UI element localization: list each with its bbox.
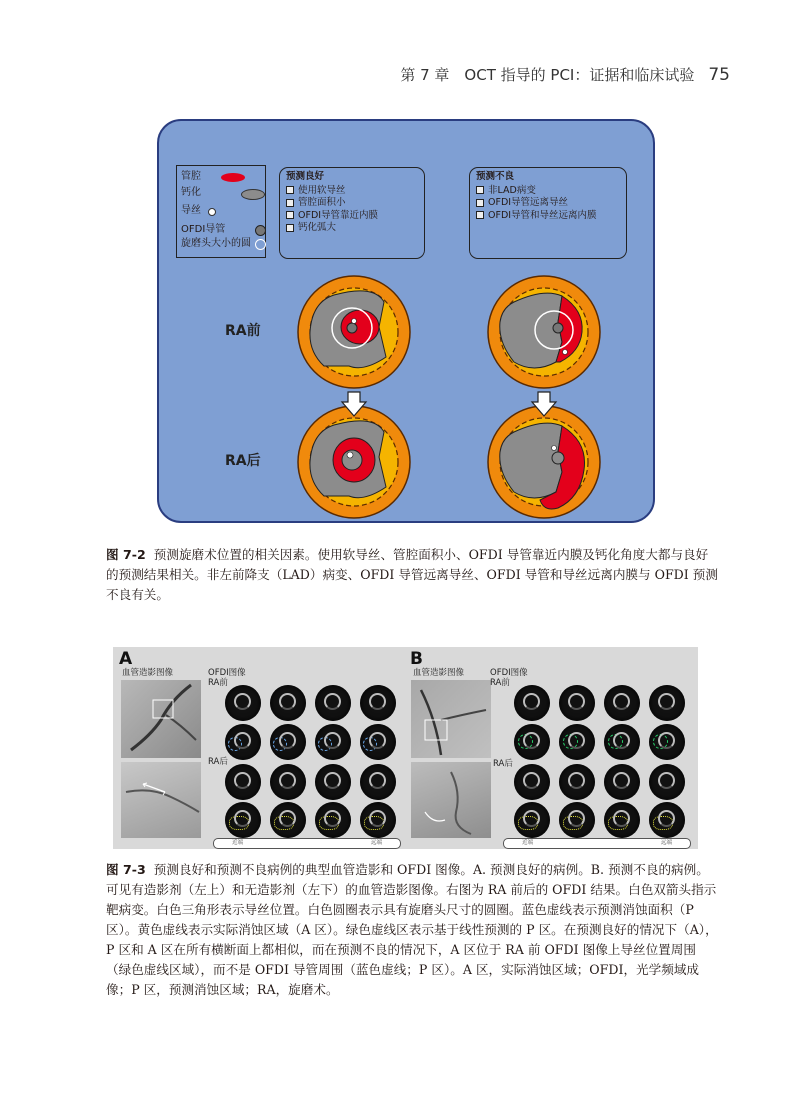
ofdi-image — [559, 802, 595, 838]
panel-a-letter: A — [119, 649, 133, 669]
ofdi-image — [225, 764, 261, 800]
poor-item: OFDI导管和导丝远离内膜 — [476, 210, 620, 223]
vessel-good-after — [298, 406, 410, 518]
axis-distal: 远端 — [370, 840, 382, 846]
panel-a-angio-label: 血管造影图像 — [122, 668, 174, 678]
ofdi-image — [225, 802, 261, 838]
legend-calcium: 钙化 — [181, 187, 201, 198]
ofdi-image — [559, 764, 595, 800]
ofdi-image — [315, 685, 351, 721]
ofdi-image — [514, 764, 550, 800]
panel-b-angiogram-no-contrast — [411, 762, 491, 838]
ofdi-image — [360, 802, 396, 838]
axis-proximal: 近端 — [522, 840, 534, 846]
legend-lumen: 管腔 — [181, 171, 201, 182]
panel-a-after-label: RA后 — [208, 757, 228, 767]
ofdi-image — [315, 724, 351, 760]
ofdi-image — [604, 724, 640, 760]
good-item: 使用软导丝 — [286, 185, 418, 198]
ofdi-image — [270, 802, 306, 838]
panel-a-angiogram-contrast — [121, 680, 201, 758]
panel-a-angiogram-no-contrast — [121, 762, 201, 838]
ofdi-image — [559, 685, 595, 721]
panel-b-angiogram-contrast — [411, 680, 491, 758]
legend-guidewire: 导丝 — [181, 205, 201, 216]
vessel-poor-before — [488, 276, 600, 388]
ofdi-image — [514, 685, 550, 721]
panel-a-before-label: RA前 — [208, 678, 228, 688]
page-number: 75 — [708, 65, 730, 85]
axis-distal: 远端 — [660, 840, 672, 846]
ofdi-image — [514, 724, 550, 760]
ofdi-image — [649, 802, 685, 838]
ofdi-image — [225, 685, 261, 721]
legend-ofdi-catheter: OFDI导管 — [181, 224, 226, 235]
caption-figure-7-2 — [106, 545, 718, 605]
caption-text: 预测良好和预测不良病例的典型血管造影和 OFDI 图像。A. 预测良好的病例。B. 预测不良的病例。可见有造影剂（左上）和无造影剂（左下）的血管造影图像。右图为 RA 前后的 OFDI 结果。白色双箭头指示靶病变。白色三角形表示导丝位置。白色圆圈表示具有旋磨头尺寸的圆圈。蓝色虚线表示预测消蚀面积（P 区）。黄色虚线表示实际消蚀区域（A 区）。绿色虚线区表示基于线性预测的 P 区。在预测良好的情况下（A），P 区和 A 区在所有横断面上都相似，而在预测不良的情况下，A 区位于 RA 前 OFDI 图像上导丝位置周围（绿色虚线区域），而不是 OFDI 导管周围（蓝色虚线；P 区）。A 区，实际消蚀区域；OFDI，光学频域成像；P 区，预测消蚀区域；RA，旋磨术。 — [106, 862, 718, 997]
poor-item: OFDI导管远离导丝 — [476, 197, 620, 210]
label-ra-after: RA后 — [225, 453, 261, 469]
figure-7-2 — [157, 119, 655, 523]
caption-label: 图 7-2 — [106, 547, 146, 562]
ofdi-image — [360, 724, 396, 760]
vessel-poor-after — [488, 406, 600, 518]
panel-b-after-label: RA后 — [493, 759, 513, 769]
ofdi-image — [559, 724, 595, 760]
ofdi-image — [315, 764, 351, 800]
good-box-title: 预测良好 — [286, 171, 325, 182]
ofdi-image — [315, 802, 351, 838]
ofdi-image — [270, 724, 306, 760]
panel-b-ofdi-label: OFDI图像 — [490, 668, 528, 678]
poor-box-title: 预测不良 — [476, 171, 515, 182]
ofdi-image — [270, 685, 306, 721]
caption-label: 图 7-3 — [106, 862, 146, 877]
legend-burr-circle: 旋磨头大小的圆 — [181, 238, 251, 249]
figure-7-3 — [113, 647, 698, 849]
chapter-title: 第 7 章 OCT 指导的 PCI：证据和临床试验 — [400, 66, 695, 84]
panel-a-ofdi-label: OFDI图像 — [208, 668, 246, 678]
good-item: OFDI导管靠近内膜 — [286, 210, 418, 223]
ofdi-image — [514, 802, 550, 838]
panel-b-letter: B — [410, 649, 423, 669]
panel-b-angio-label: 血管造影图像 — [413, 668, 465, 678]
caption-text: 预测旋磨术位置的相关因素。使用软导丝、管腔面积小、OFDI 导管靠近内膜及钙化角度大都与良好的预测结果相关。非左前降支（LAD）病变、OFDI 导管远离导丝、OFDI 导管和导丝远离内膜与 OFDI 预测不良有关。 — [106, 547, 718, 602]
caption-figure-7-3 — [106, 860, 718, 1000]
vessel-diagrams — [159, 121, 657, 525]
ofdi-image — [649, 764, 685, 800]
good-item: 管腔面积小 — [286, 197, 418, 210]
ofdi-image — [604, 685, 640, 721]
label-ra-before: RA前 — [225, 323, 261, 339]
ofdi-image — [225, 724, 261, 760]
good-item: 钙化弧大 — [286, 222, 418, 235]
ofdi-image — [360, 685, 396, 721]
vessel-good-before — [298, 276, 410, 388]
axis-bar — [503, 838, 691, 849]
ofdi-image — [649, 724, 685, 760]
ofdi-image — [649, 685, 685, 721]
ofdi-image — [604, 802, 640, 838]
ofdi-image — [604, 764, 640, 800]
panel-b-before-label: RA前 — [490, 678, 510, 688]
ofdi-image — [360, 764, 396, 800]
running-header — [400, 64, 730, 85]
ofdi-image — [270, 764, 306, 800]
axis-proximal: 近端 — [232, 840, 244, 846]
poor-item: 非LAD病变 — [476, 185, 620, 198]
axis-bar — [213, 838, 401, 849]
